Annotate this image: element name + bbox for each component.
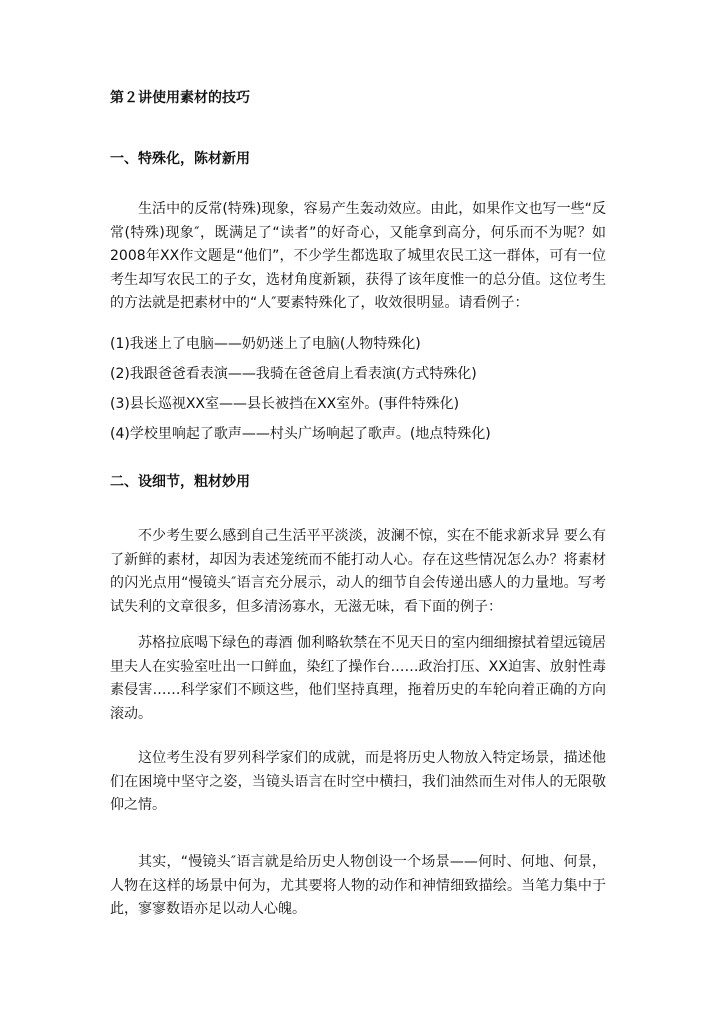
example-list [110, 333, 610, 453]
section2-paragraph-1: 不少考生要么感到自己生活平平淡淡，波澜不惊，实在不能求新求异 要么有了新鲜的素材，却因为表述笼统而不能打动人心。存在这些情况怎么办？将素材的闪光点用“慢镜头″语言充分展示，动人的细节自会传递出感人的力量地。写考试失利的文章很多，但多清汤寡水，无滋无味，看下面的例子： [110, 528, 606, 615]
section2-paragraph-3: 这位考生没有罗列科学家们的成就，而是将历史人物放入特定场景，描述他们在困境中坚守之姿，当镜头语言在时空中横扫，我们油然而生对伟人的无限敬仰之情。 [110, 750, 606, 813]
page-title: 第２讲使用素材的技巧 [110, 90, 250, 106]
example-item-2: (2)我跟爸爸看表演——我骑在爸爸肩上看表演(方式特殊化) [110, 366, 477, 382]
example-item-4: (4)学校里响起了歌声——村头广场响起了歌声。(地点特殊化) [110, 426, 491, 442]
section2-paragraph-4: 其实，“慢镜头″语言就是给历史人物创设一个场景——何时、何地、何景，人物在这样的场景中何为，尤其要将人物的动作和神情细致描绘。当笔力集中于此，寥寥数语亦足以动人心魄。 [110, 854, 606, 917]
section-heading-1: 一、特殊化，陈材新用 [110, 151, 250, 167]
section2-paragraph-2: 苏格拉底喝下绿色的毒酒 伽利略软禁在不见天日的室内细细擦拭着望远镜居里夫人在实验室吐出一口鲜血，染红了操作台……政治打压、XX迫害、放射性毒素侵害……科学家们不顾这些，他们坚持真理，拖着历史的车轮向着正确的方向滚动。 [110, 635, 606, 722]
example-item-1: (1)我迷上了电脑——奶奶迷上了电脑(人物特殊化) [110, 336, 421, 352]
section-heading-2: 二、设细节，粗材妙用 [110, 474, 250, 490]
example-item-3: (3)县长巡视XX室——县长被挡在XX室外。(事件特殊化) [110, 396, 460, 412]
section1-paragraph: 生活中的反常(特殊)现象，容易产生轰动效应。由此，如果作文也写一些“反常(特殊)现象″，既满足了“读者”的好奇心，又能拿到高分，何乐而不为呢？如2008年XX作文题是“他们”，不少学生都选取了城里农民工这一群体，可有一位考生却写农民工的子女，选材角度新颖，获得了该年度惟一的总分值。这位考生的方法就是把素材中的“人″要素特殊化了，收效很明显。请看例子： [110, 201, 606, 311]
